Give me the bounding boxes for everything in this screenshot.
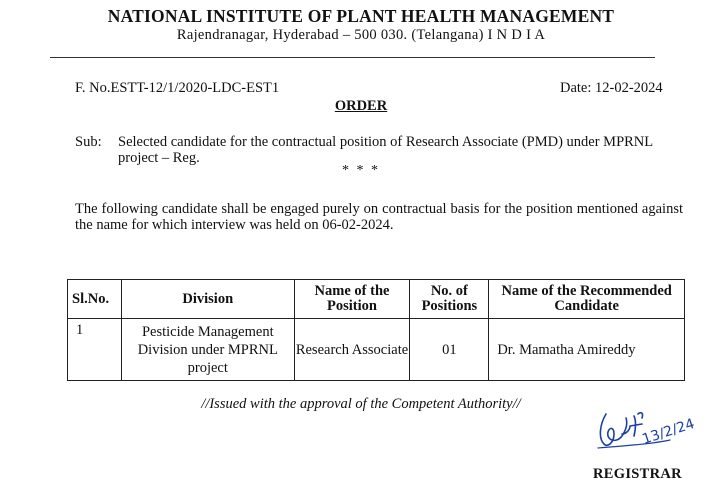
candidate-table: [67, 279, 685, 381]
cell-position: Research Associate: [294, 319, 410, 381]
header-divider: [50, 57, 655, 58]
table-row: [68, 319, 685, 381]
signature: [592, 404, 712, 456]
table-header-row: [68, 280, 685, 319]
header-position: Name of the Position: [294, 280, 410, 319]
separator-stars: * * *: [342, 163, 380, 178]
header-candidate: Name of the Recommended Candidate: [489, 280, 685, 319]
subject-label: Sub:: [75, 134, 102, 150]
subject-text: Selected candidate for the contractual position of Research Associate (PMD) under MPRNL project – Reg.: [118, 134, 653, 166]
file-number: F. No.ESTT-12/1/2020-LDC-EST1: [75, 80, 280, 96]
signature-date: 13/2/24: [640, 415, 697, 448]
cell-sl-no: 1: [68, 319, 122, 381]
body-paragraph: The following candidate shall be engaged purely on contractual basis for the position mentioned against the name for which interview was held on 06-02-2024.: [75, 201, 683, 233]
issued-note: //Issued with the approval of the Competent Authority//: [201, 396, 521, 412]
header-sl-no: Sl.No.: [68, 280, 122, 319]
header-division: Division: [121, 280, 294, 319]
registrar-title: REGISTRAR: [593, 466, 682, 482]
order-date: Date: 12-02-2024: [560, 80, 663, 96]
institute-name: NATIONAL INSTITUTE OF PLANT HEALTH MANAGEMENT: [107, 6, 615, 26]
order-title: ORDER: [334, 98, 388, 114]
cell-count: 01: [410, 319, 489, 381]
cell-division: Pesticide Management Division under MPRNL project: [121, 319, 294, 381]
header-no-of-positions: No. of Positions: [410, 280, 489, 319]
institute-address: Rajendranagar, Hyderabad – 500 030. (Telangana) I N D I A: [176, 27, 546, 43]
cell-candidate: Dr. Mamatha Amireddy: [489, 319, 685, 381]
